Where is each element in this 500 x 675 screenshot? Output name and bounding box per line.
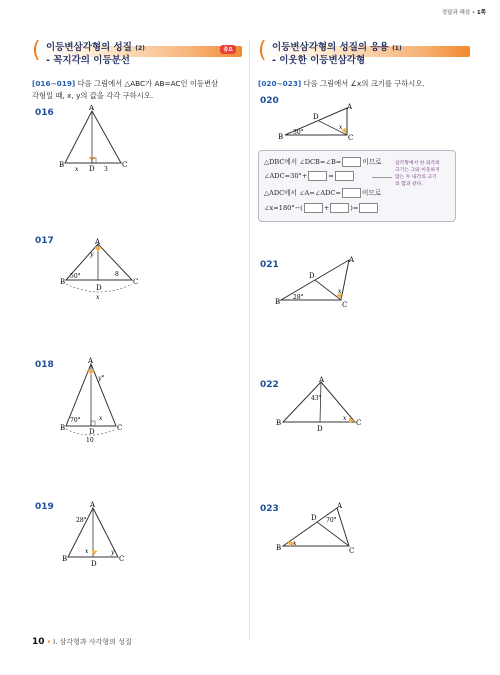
label-70: 70°: [326, 517, 337, 524]
right-title-line1: 이등변삼각형의 성질의 응용: [272, 42, 389, 53]
label-a: A: [319, 376, 325, 384]
label-c: C: [342, 301, 348, 309]
problem-019-figure: [62, 500, 137, 575]
label-d: D: [317, 425, 323, 433]
problem-017-number: 017: [35, 236, 54, 246]
label-a: A: [90, 501, 96, 509]
left-intro-text1: 다음 그림에서 △ABC가 AB=AC인 이등변삼: [77, 79, 219, 88]
left-intro-text2: 각형일 때, x, y의 값을 각각 구하시오.: [32, 91, 154, 100]
left-title-num: (2): [135, 45, 145, 52]
right-title-line2: - 이웃한 이등변삼각형: [272, 55, 366, 66]
label-x: x: [85, 548, 89, 555]
header-page-ref: 1쪽: [476, 10, 486, 16]
problem-023-figure: [275, 500, 370, 560]
label-a: A: [88, 357, 94, 365]
label-b: B: [60, 278, 66, 286]
footer-section: I. 삼각형과 사각형의 성질: [53, 638, 132, 646]
note-connector: [372, 177, 392, 178]
header-section: 정답과 해설 • 1쪽: [441, 10, 486, 16]
right-intro: [258, 78, 473, 90]
right-title-num: (1): [392, 45, 402, 52]
label-d: D: [309, 272, 315, 280]
label-y: y°: [98, 375, 105, 382]
problem-017-figure: [60, 238, 150, 303]
label-x: x: [343, 415, 347, 422]
label-50: 50°: [70, 273, 81, 280]
left-intro: [32, 78, 247, 102]
label-d: D: [313, 113, 319, 121]
left-intro-range: [016~019]: [32, 79, 76, 88]
label-x: x: [99, 415, 103, 422]
label-a: A: [89, 105, 95, 112]
blank-3[interactable]: [335, 171, 354, 181]
label-a: A: [347, 103, 353, 111]
label-a: A: [95, 238, 101, 246]
blank-5[interactable]: [304, 203, 323, 213]
label-10: 10: [86, 437, 94, 444]
label-28: 28°: [293, 294, 304, 301]
label-b: B: [60, 424, 66, 432]
label-c: C: [122, 161, 128, 169]
label-30: 30°: [293, 129, 304, 136]
hint-line3: △ADC에서 ∠A=∠ADC= 이므로: [264, 189, 382, 197]
problem-018-figure: [60, 356, 135, 446]
problem-020-number: 020: [260, 96, 279, 106]
blank-2[interactable]: [308, 171, 327, 181]
problem-016-number: 016: [35, 108, 54, 118]
column-divider: [249, 40, 250, 640]
hint-line2: ∠ADC=30°+ =: [264, 171, 355, 181]
label-x2: x: [96, 294, 100, 301]
problem-023-number: 023: [260, 504, 279, 514]
left-section-title: ( 이등변삼각형의 성질 (2) - 꼭지각의 이등분선 중요: [32, 40, 242, 64]
label-43: 43°: [311, 395, 322, 402]
label-c: C: [356, 419, 362, 427]
problem-021-figure: [275, 255, 365, 310]
label-c: C: [119, 555, 125, 563]
label-b: B: [62, 555, 68, 563]
label-b: B: [275, 298, 281, 306]
left-title-line2: - 꼭지각의 이등분선: [46, 55, 130, 66]
problem-018-number: 018: [35, 360, 54, 370]
label-b: B: [278, 133, 284, 141]
blank-6[interactable]: [330, 203, 349, 213]
left-title-line1: 이등변삼각형의 성질: [46, 42, 132, 53]
label-d: D: [311, 514, 317, 522]
label-c: C: [117, 424, 123, 432]
label-d: D: [89, 428, 95, 436]
blank-4[interactable]: [342, 188, 361, 198]
label-x: x: [75, 166, 79, 173]
footer: 10 • I. 삼각형과 사각형의 성질: [32, 637, 132, 647]
problem-016-figure: [55, 105, 135, 175]
right-intro-range: [020~023]: [258, 79, 302, 88]
hint-line1: △DBC에서 ∠DCB=∠B= 이므로: [264, 158, 382, 166]
label-a: A: [349, 256, 355, 264]
label-x: x: [339, 124, 343, 131]
header-left-text: 정답과 해설: [441, 10, 471, 16]
label-b: B: [276, 419, 282, 427]
label-y: y: [111, 549, 115, 556]
label-28: 28°: [76, 517, 87, 524]
important-tag: 중요: [220, 45, 236, 54]
problem-021-number: 021: [260, 260, 279, 270]
label-x: x: [293, 540, 297, 547]
label-x: x: [338, 288, 342, 295]
label-a: A: [337, 502, 343, 510]
label-y: y: [90, 251, 94, 258]
problem-022-number: 022: [260, 380, 279, 390]
label-3: 3: [104, 166, 108, 173]
problem-022-figure: [275, 376, 370, 436]
label-8: 8: [115, 271, 119, 278]
label-c: C: [349, 547, 355, 555]
side-note: 삼각형에서 한 외각의 크기는 그와 이웃하지 않는 두 내각의 크기 의 합과 같다.: [395, 161, 440, 187]
label-d: D: [96, 284, 102, 292]
blank-1[interactable]: [342, 157, 361, 167]
label-b: B: [59, 161, 65, 169]
label-70: 70°: [70, 417, 81, 424]
problem-019-number: 019: [35, 502, 54, 512]
page-number: 10: [32, 637, 45, 647]
right-section-title: ( 이등변삼각형의 성질의 응용 (1) - 이웃한 이등변삼각형: [258, 40, 470, 64]
problem-020-figure: [275, 103, 365, 148]
right-intro-text: 다음 그림에서 ∠x의 크기를 구하시오.: [303, 79, 425, 88]
label-d: D: [91, 560, 97, 568]
label-c: C: [133, 278, 139, 286]
label-c: C: [348, 134, 354, 142]
label-d: D: [89, 165, 95, 173]
label-b: B: [276, 544, 282, 552]
blank-7[interactable]: [359, 203, 378, 213]
hint-line4: ∠x=180°−( + )=: [264, 203, 379, 213]
